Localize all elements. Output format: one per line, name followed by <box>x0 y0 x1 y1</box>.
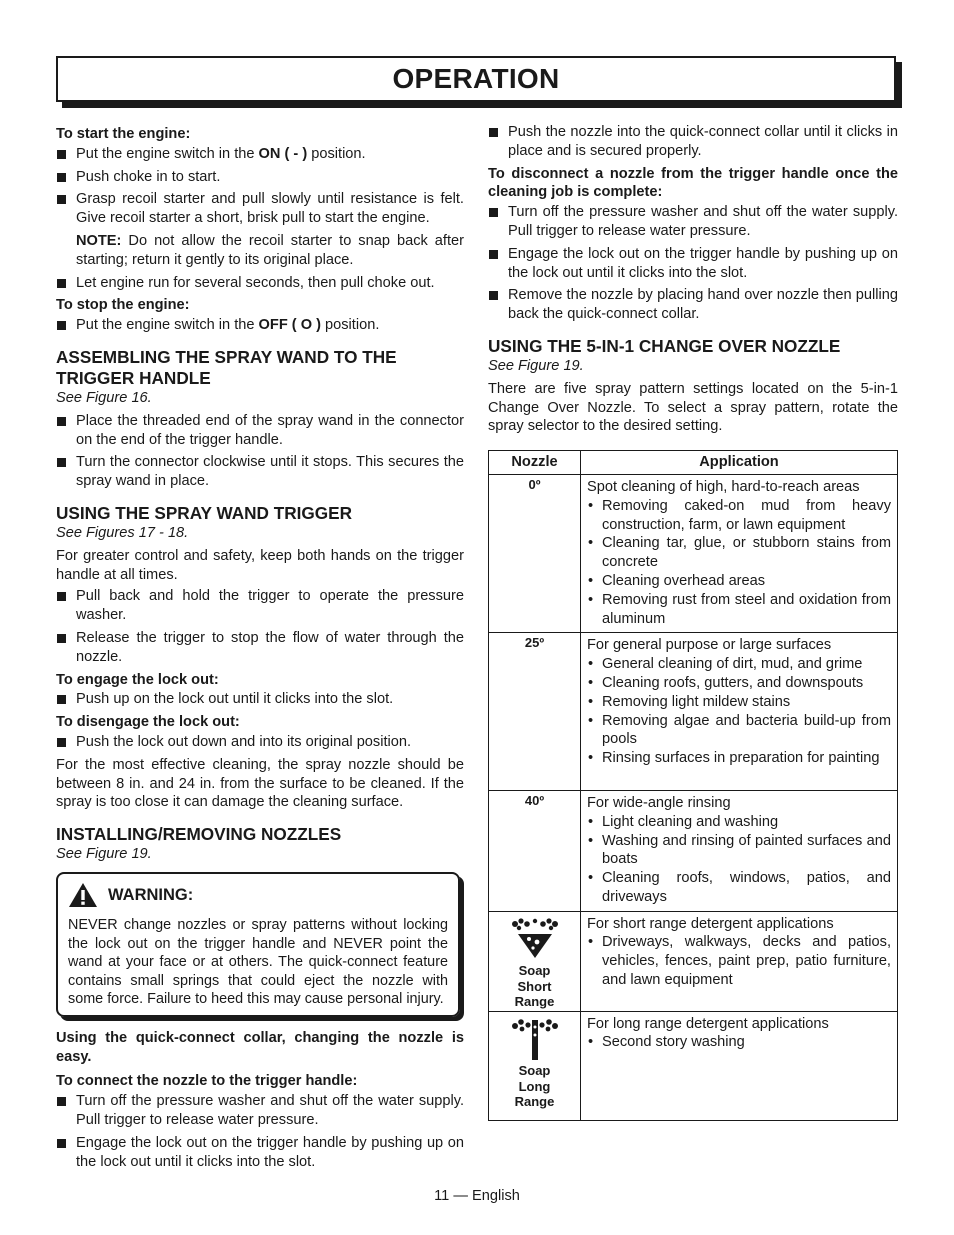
text: Put the engine switch in the <box>76 317 259 334</box>
application-cell <box>581 474 898 632</box>
assemble-list <box>56 412 464 491</box>
nozzles-see-figure: See Figure 19. <box>56 846 152 863</box>
left-column <box>56 123 464 1175</box>
trigger-heading: USING THE SPRAY WAND TRIGGER <box>56 502 353 523</box>
list-item: Push the nozzle into the quick-connect collar until it clicks in place and is secured properly. <box>488 123 898 161</box>
warning-box <box>56 872 460 1017</box>
nozzles-heading: INSTALLING/REMOVING NOZZLES <box>56 824 342 845</box>
connect-list <box>56 1092 464 1171</box>
range-label: Range <box>514 994 555 1010</box>
soap-label: Soap <box>518 1063 551 1079</box>
list-item: • Driveways, walkways, decks and patios, vehicles, fences, paint prep, patio furniture, and lawn equipment <box>587 933 891 989</box>
list-item: Turn off the pressure washer and shut off the water supply. Pull trigger to release water pressure. <box>56 1092 464 1130</box>
table-header-row <box>489 451 898 475</box>
soap-short-range-icon <box>510 918 560 960</box>
long-label: Long <box>518 1078 551 1094</box>
note-label: NOTE: <box>76 232 122 249</box>
application-list <box>587 497 891 629</box>
table-row <box>489 1011 898 1120</box>
disengage-heading: To disengage the lock out: <box>56 714 240 731</box>
application-lead: For general purpose or large surfaces <box>587 637 832 654</box>
disconnect-list <box>488 203 898 324</box>
range-label: Range <box>514 1094 555 1110</box>
list-item <box>56 316 464 335</box>
nozzle-soap-short <box>489 911 581 1011</box>
stop-engine-list <box>56 316 464 335</box>
warning-triangle-icon <box>68 882 98 908</box>
list-item: • Removing rust from steel and oxidation from aluminum <box>587 591 891 629</box>
list-item: Release the trigger to stop the flow of water through the nozzle. <box>56 629 464 667</box>
note-text: Do not allow the recoil starter to snap back after starting; return it gently to its original place. <box>76 232 464 268</box>
disengage-list <box>56 733 464 752</box>
application-lead: For long range detergent applications <box>587 1015 829 1032</box>
application-cell <box>581 911 898 1011</box>
list-item: Push choke in to start. <box>56 168 464 187</box>
assemble-section <box>56 347 464 491</box>
list-item: Turn off the pressure washer and shut off the water supply. Pull trigger to release water pressure. <box>488 203 898 241</box>
application-list <box>587 1033 891 1052</box>
list-item: • Removing algae and bacteria build-up from pools <box>587 712 891 750</box>
right-column <box>488 123 898 1121</box>
list-item: Grasp recoil starter and pull slowly until resistance is felt. Give recoil starter a short, brisk pull to start the engine. <box>56 190 464 228</box>
table-row <box>489 474 898 632</box>
table-row <box>489 790 898 911</box>
trigger-list <box>56 587 464 666</box>
short-label: Short <box>517 978 552 994</box>
list-item: Place the threaded end of the spray wand in the connector on the end of the trigger handle. <box>56 412 464 450</box>
application-cell <box>581 790 898 911</box>
list-item: Engage the lock out on the trigger handle by pushing up on the lock out until it clicks into the slot. <box>56 1134 464 1172</box>
text: position. <box>307 145 366 162</box>
start-engine-list-2 <box>56 274 464 293</box>
list-item: • Removing caked-on mud from heavy construction, farm, or lawn equipment <box>587 497 891 535</box>
trigger-paragraph: For greater control and safety, keep both hands on the trigger handle at all times. <box>56 547 464 583</box>
page-title: OPERATION <box>392 62 560 94</box>
on-switch-label: ON ( - ) <box>258 145 308 162</box>
table-row <box>489 633 898 791</box>
list-item: Pull back and hold the trigger to operate the pressure washer. <box>56 587 464 625</box>
application-lead: Spot cleaning of high, hard-to-reach areas <box>587 478 860 495</box>
change-over-paragraph: There are five spray pattern settings located on the 5-in-1 Change Over Nozzle. To select a spray pattern, rotate the spray selector to the desired setting. <box>488 380 898 435</box>
start-engine-heading: To start the engine: <box>56 126 191 142</box>
collar-paragraph: Using the quick-connect collar, changing the nozzle is easy. <box>56 1029 464 1065</box>
nozzles-section <box>56 824 464 1171</box>
list-item: • Cleaning roofs, windows, patios, and driveways <box>587 869 891 907</box>
warning-label: WARNING: <box>108 885 194 904</box>
assemble-heading: ASSEMBLING THE SPRAY WAND TO THE TRIGGER HANDLE <box>56 346 397 388</box>
list-item: Engage the lock out on the trigger handle by pushing up on the lock out until it clicks into the slot. <box>488 245 898 283</box>
soap-long-range-icon <box>510 1018 560 1060</box>
application-lead: For wide-angle rinsing <box>587 794 731 811</box>
list-item: • Cleaning tar, glue, or stubborn stains from concrete <box>587 534 891 572</box>
application-list <box>587 933 891 989</box>
list-item: • General cleaning of dirt, mud, and grime <box>587 655 891 674</box>
application-list <box>587 655 891 768</box>
nozzle-40-degree: 40º <box>489 790 581 911</box>
effective-cleaning-paragraph: For the most effective cleaning, the spray nozzle should be between 8 in. and 24 in. from the surface to be cleaned. If the spray is too close it can damage the cleaning surface. <box>56 756 464 811</box>
disconnect-heading: To disconnect a nozzle from the trigger handle once the cleaning job is complete: <box>488 165 898 201</box>
list-item: Push the lock out down and into its original position. <box>56 733 464 752</box>
warning-header <box>68 882 448 908</box>
connect-list-continued <box>488 123 898 161</box>
list-item: Remove the nozzle by placing hand over nozzle then pulling back the quick-connect collar. <box>488 286 898 324</box>
off-switch-label: OFF ( O ) <box>258 317 321 334</box>
nozzle-table <box>488 450 898 1121</box>
list-item: • Cleaning roofs, gutters, and downspouts <box>587 674 891 693</box>
trigger-see-figure: See Figures 17 - 18. <box>56 524 189 541</box>
engage-heading: To engage the lock out: <box>56 671 219 688</box>
recoil-note <box>76 232 464 270</box>
nozzle-0-degree: 0º <box>489 474 581 632</box>
change-over-see-figure: See Figure 19. <box>488 357 584 374</box>
engage-list <box>56 690 464 709</box>
list-item: • Rinsing surfaces in preparation for painting <box>587 749 891 768</box>
application-cell <box>581 633 898 791</box>
list-item: Push up on the lock out until it clicks into the slot. <box>56 690 464 709</box>
list-item: • Removing light mildew stains <box>587 693 891 712</box>
start-engine-list <box>56 145 464 228</box>
list-item: Let engine run for several seconds, then pull choke out. <box>56 274 464 293</box>
page-title-banner <box>56 56 896 102</box>
list-item: • Light cleaning and washing <box>587 813 891 832</box>
assemble-see-figure: See Figure 16. <box>56 389 152 406</box>
nozzle-soap-long <box>489 1011 581 1120</box>
list-item <box>56 145 464 164</box>
change-over-section <box>488 336 898 436</box>
list-item: Turn the connector clockwise until it stops. This secures the spray wand in place. <box>56 453 464 491</box>
stop-engine-heading: To stop the engine: <box>56 297 190 314</box>
soap-label: Soap <box>518 963 551 979</box>
connect-heading: To connect the nozzle to the trigger handle: <box>56 1073 358 1090</box>
change-over-heading: USING THE 5-IN-1 CHANGE OVER NOZZLE <box>488 335 841 356</box>
list-item: • Cleaning overhead areas <box>587 572 891 591</box>
warning-text: NEVER change nozzles or spray patterns without locking the lock out on the trigger handle and NEVER point the wand at your face or at others. The quick-connect feature contains small springs that could eject the nozzle with some force. Failure to heed this may cause personal injury. <box>68 916 448 1008</box>
application-cell <box>581 1011 898 1120</box>
application-lead: For short range detergent applications <box>587 915 834 932</box>
application-column-header: Application <box>581 451 898 475</box>
list-item: • Washing and rinsing of painted surfaces and boats <box>587 832 891 870</box>
list-item: • Second story washing <box>587 1033 891 1052</box>
table-row <box>489 911 898 1011</box>
page-footer: 11 — English <box>434 1188 520 1204</box>
text: position. <box>320 317 380 334</box>
trigger-section <box>56 503 464 812</box>
application-list <box>587 813 891 907</box>
text: Put the engine switch in the <box>76 145 259 162</box>
nozzle-25-degree: 25º <box>489 633 581 791</box>
nozzle-column-header: Nozzle <box>489 451 581 475</box>
